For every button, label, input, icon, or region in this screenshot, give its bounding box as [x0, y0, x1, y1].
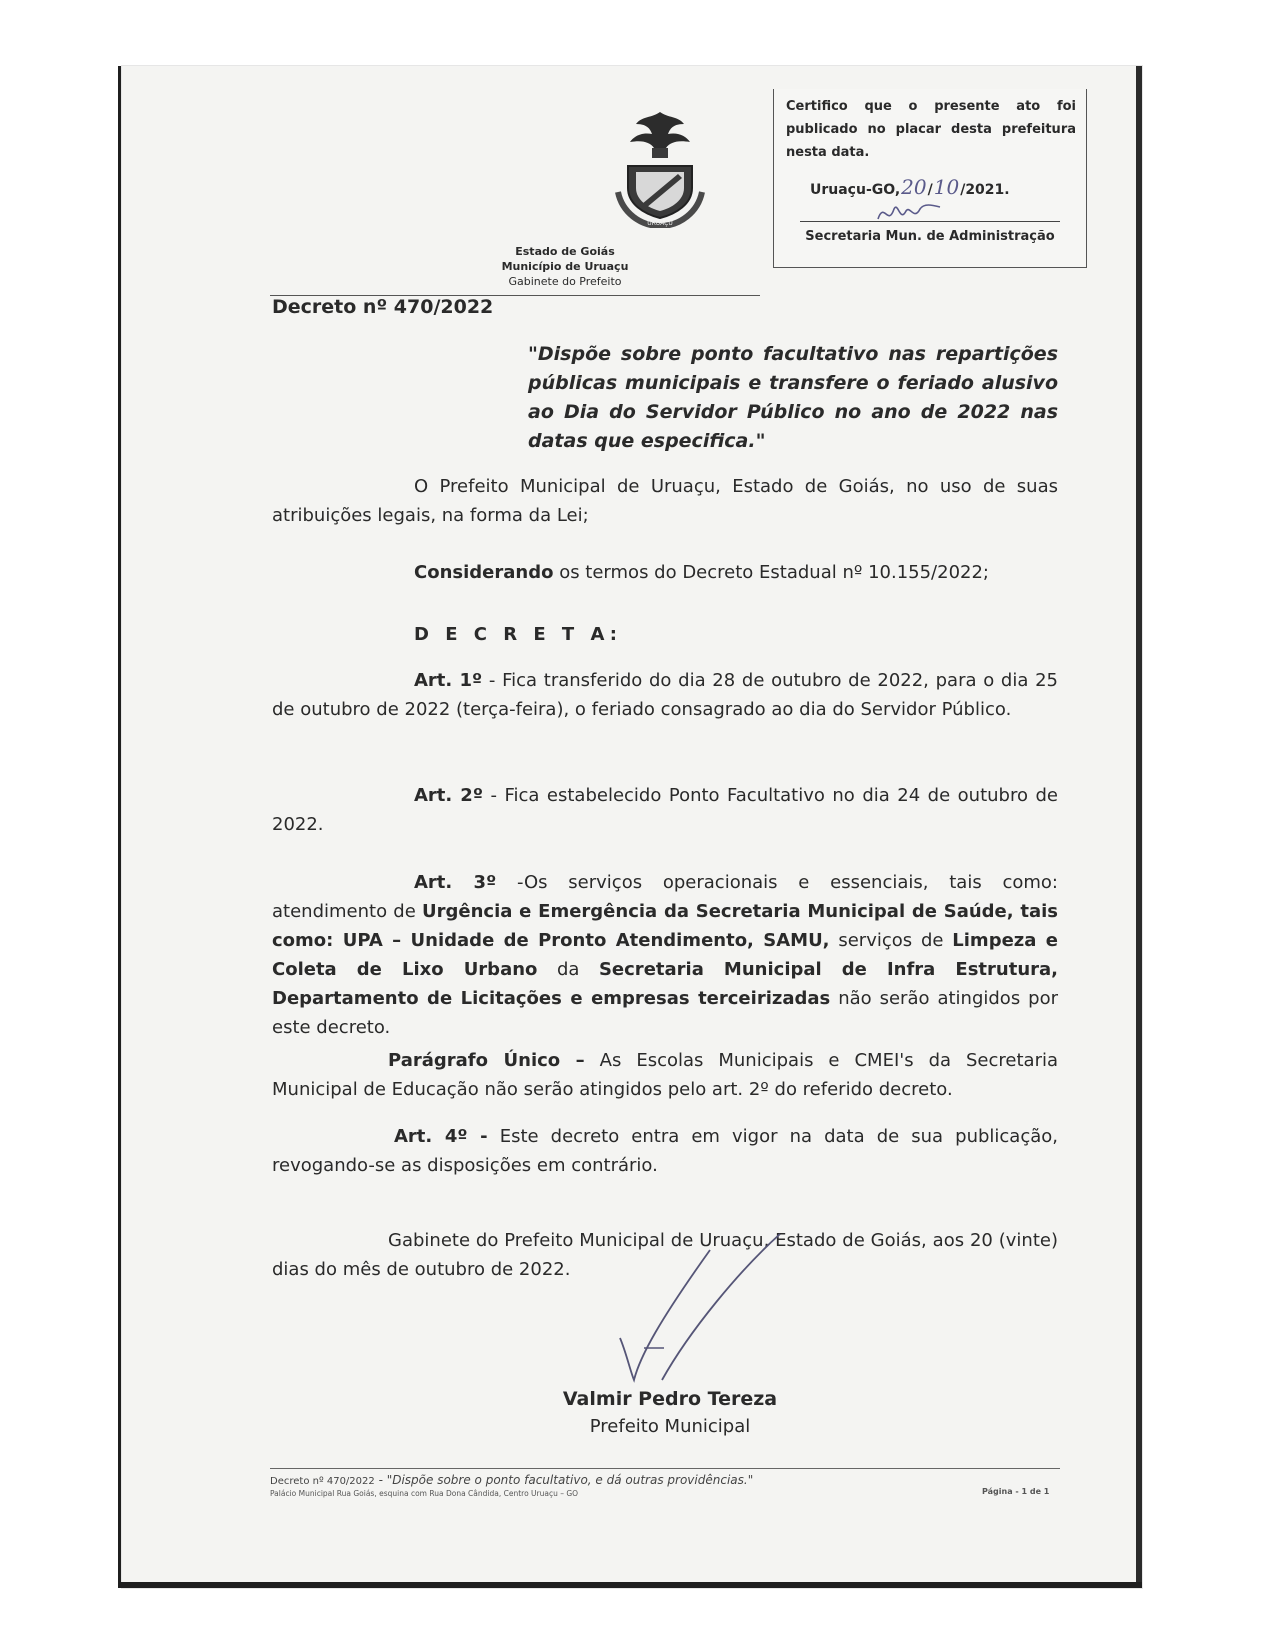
certificate-year: /2021.: [960, 182, 1010, 198]
publication-certificate: [773, 89, 1087, 268]
footer-page-number: Página - 1 de 1: [982, 1487, 1050, 1496]
mayor-signature-icon: [600, 1230, 810, 1390]
signer-role: Prefeito Municipal: [589, 1416, 751, 1437]
letterhead: [400, 244, 730, 289]
letterhead-state: Estado de Goiás: [515, 245, 615, 258]
article-4-label: Art. 4º -: [394, 1126, 488, 1147]
considerando-label: Considerando: [414, 562, 554, 583]
certificate-signature-line: [800, 221, 1060, 222]
article-2-text: - Fica estabelecido Ponto Facultativo no dia 24 de outubro de 2022.: [272, 785, 1058, 835]
paragrafo-unico: [272, 1046, 1058, 1104]
decree-ementa: "Dispõe sobre ponto facultativo nas repartições públicas municipais e transfere o feriado alusivo ao Dia do Servidor Público no ano de 2022 nas datas que especifica.": [528, 343, 1058, 452]
article-3: [272, 868, 1058, 1042]
article-3-text-1: -Os serviços operacionais e essenciais, tais como: atendimento de: [272, 872, 1058, 922]
scan-edge-right: [1136, 66, 1142, 1588]
letterhead-office: Gabinete do Prefeito: [508, 275, 622, 288]
footer-address: Palácio Municipal Rua Goiás, esquina com Rua Dona Cândida, Centro Uruaçu – GO: [270, 1489, 579, 1498]
footer-summary: - "Dispõe sobre o ponto facultativo, e dá outras providências.": [374, 1473, 754, 1487]
article-1: [272, 666, 1058, 724]
certificate-signature-icon: [874, 197, 944, 227]
certificate-month: 10: [933, 175, 960, 199]
scan-edge-bottom: [118, 1582, 1142, 1588]
letterhead-municipality: Município de Uruaçu: [501, 260, 629, 273]
certificate-text: Certifico que o presente ato foi publicado no placar desta prefeitura nesta data.: [786, 99, 1076, 160]
certificate-day: 20: [901, 175, 927, 199]
article-3-bold-3: Secretaria Municipal de Infra Estrutura, Departamento de Licitações e empresas terceirizadas: [272, 959, 1059, 1009]
paragrafo-unico-text: As Escolas Municipais e CMEI's da Secretaria Municipal de Educação não serão atingidos pelo art. 2º do referido decreto.: [272, 1050, 1058, 1100]
decree-considerando: [272, 558, 1058, 587]
paragrafo-unico-label: Parágrafo Único –: [388, 1050, 585, 1071]
article-3-bold-1: Urgência e Emergência da Secretaria Municipal de Saúde, tais como: UPA – Unidade de Pronto Atendimento, SAMU,: [272, 901, 1059, 951]
footer-divider: [270, 1468, 1060, 1469]
certificate-date: Uruaçu-GO,20/10/2021.: [810, 175, 1010, 199]
signer-name: Valmir Pedro Tereza: [562, 1388, 778, 1410]
municipal-crest-icon: [612, 108, 708, 228]
article-3-text-3: da: [537, 959, 599, 980]
article-2-label: Art. 2º: [414, 785, 483, 806]
crest-label: URUAÇU: [647, 220, 673, 227]
decreta-heading: D E C R E T A:: [414, 624, 622, 645]
article-4: [272, 1122, 1058, 1180]
decree-title: Decreto nº 470/2022: [272, 296, 494, 318]
certificate-secretariat: Secretaria Mun. de Administração: [805, 229, 1055, 244]
article-1-label: Art. 1º: [414, 670, 483, 691]
footer-reference: [270, 1473, 753, 1487]
certificate-city: Uruaçu-GO,: [810, 182, 901, 198]
article-3-text-2: serviços de: [829, 930, 953, 951]
decree-preamble: O Prefeito Municipal de Uruaçu, Estado de Goiás, no uso de suas atribuições legais, na forma da Lei;: [272, 476, 1058, 526]
closing-statement: Gabinete do Prefeito Municipal de Uruaçu, Estado de Goiás, aos 20 (vinte) dias do mês de outubro de 2022.: [272, 1230, 1058, 1280]
footer-ref: Decreto nº 470/2022: [270, 1476, 375, 1487]
considerando-text: os termos do Decreto Estadual nº 10.155/2022;: [553, 562, 989, 583]
article-3-bold-2: Limpeza e Coleta de Lixo Urbano: [272, 930, 1058, 980]
article-2: [272, 781, 1058, 839]
article-1-text: - Fica transferido do dia 28 de outubro de 2022, para o dia 25 de outubro de 2022 (terça-feira), o feriado consagrado ao dia do Servidor Público.: [272, 670, 1058, 720]
article-3-text-4: não serão atingidos por este decreto.: [272, 988, 1058, 1038]
article-3-label: Art. 3º: [414, 872, 497, 893]
article-4-text: Este decreto entra em vigor na data de sua publicação, revogando-se as disposições em contrário.: [272, 1126, 1058, 1176]
